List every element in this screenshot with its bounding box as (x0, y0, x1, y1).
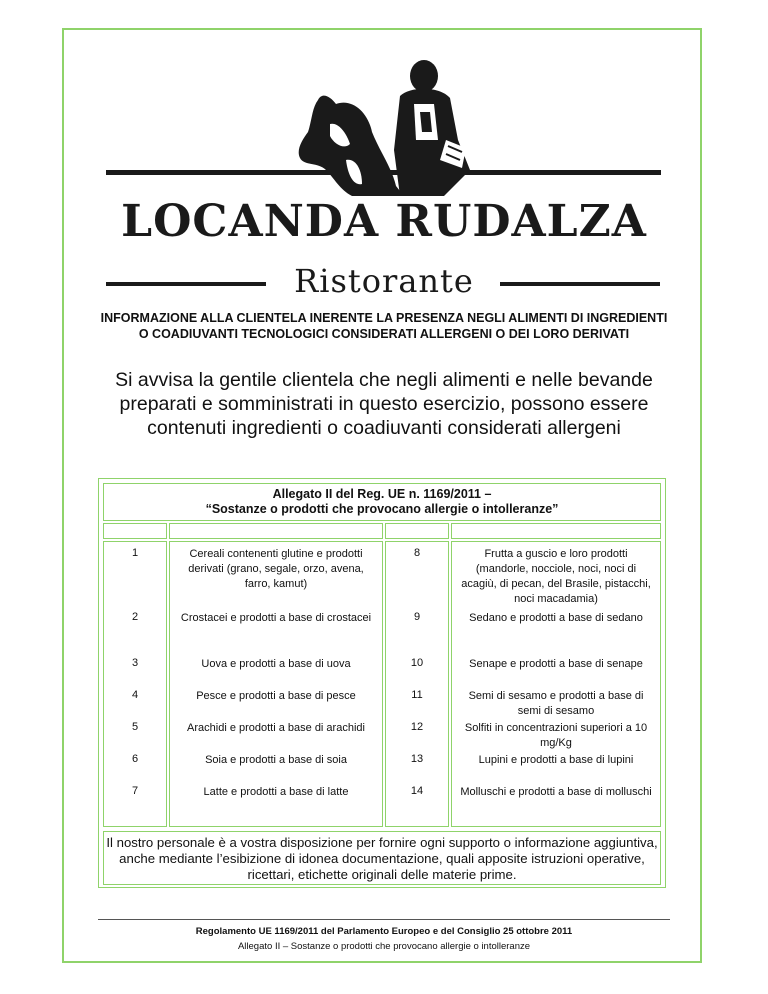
table-title-line1: Allegato II del Reg. UE n. 1169/2011 – (272, 487, 492, 501)
allergen-description: Solfiti in concentrazioni superiori a 10 mg/Kg (464, 722, 648, 749)
allergen-description: Senape e prodotti a base di senape (469, 658, 643, 670)
allergen-number: 4 (131, 689, 139, 701)
footer-divider (98, 919, 670, 920)
allergen-description: Uova e prodotti a base di uova (201, 658, 351, 670)
allergen-number: 2 (131, 611, 139, 623)
allergen-number: 1 (131, 547, 139, 559)
allergen-number: 6 (131, 753, 139, 765)
table-title (103, 483, 661, 521)
horse-rider-logo (0, 0, 768, 300)
allergen-notice: Si avvisa la gentile clientela che negli alimenti e nelle bevande preparati e somministrati in questo esercizio, possono essere contenuti ingredienti o coadiuvanti considerati allergeni (115, 369, 653, 439)
allergen-description: Semi di sesamo e prodotti a base di semi di sesamo (468, 690, 644, 717)
allergen-description: Arachidi e prodotti a base di arachidi (187, 722, 365, 734)
allergen-number: 3 (131, 657, 139, 669)
regulation-line1: Regolamento UE 1169/2011 del Parlamento Europeo e del Consiglio 25 ottobre 2011 (195, 926, 573, 937)
table-title-line2: “Sostanze o prodotti che provocano allergie o intolleranze” (205, 502, 559, 516)
allergen-description: Lupini e prodotti a base di lupini (478, 754, 634, 766)
allergen-table (98, 478, 666, 888)
allergen-description: Frutta a guscio e loro prodotti (mandorle, nocciole, noci, noci di acagiù, di pecan, del Brasile, pistacchi, noci macadamia) (461, 548, 651, 605)
allergen-number: 12 (410, 721, 424, 733)
allergen-number: 13 (410, 753, 424, 765)
allergen-description: Cereali contenenti glutine e prodotti derivati (grano, segale, orzo, avena, farro, kamut) (188, 548, 364, 590)
empty-header-cell (103, 523, 167, 539)
allergen-number: 8 (413, 547, 421, 559)
allergen-description: Molluschi e prodotti a base di molluschi (460, 786, 652, 798)
regulation-line2: Allegato II – Sostanze o prodotti che provocano allergie o intolleranze (237, 941, 531, 952)
empty-header-cell (385, 523, 449, 539)
empty-header-cell (451, 523, 661, 539)
allergen-number: 5 (131, 721, 139, 733)
empty-header-cell (169, 523, 383, 539)
allergen-description: Latte e prodotti a base di latte (203, 786, 349, 798)
info-heading: INFORMAZIONE ALLA CLIENTELA INERENTE LA PRESENZA NEGLI ALIMENTI DI INGREDIENTI O COADIUVANTI TECNOLOGICI CONSIDERATI ALLERGENI O DEI LORO DERIVATI (100, 311, 668, 341)
staff-notice: Il nostro personale è a vostra disposizione per fornire ogni supporto o informazione aggiuntiva, anche mediante l’esibizione di idonea documentazione, quali apposite istruzioni operative, ricettari, etichette originali delle materie prime. (103, 831, 661, 885)
brand-subtitle: Ristorante (294, 262, 474, 300)
allergen-description: Sedano e prodotti a base di sedano (469, 612, 643, 624)
allergen-number: 10 (410, 657, 424, 669)
allergen-description: Crostacei e prodotti a base di crostacei (180, 612, 372, 624)
allergen-number: 11 (411, 689, 423, 701)
allergen-number: 9 (413, 611, 421, 623)
allergen-description: Soia e prodotti a base di soia (205, 754, 347, 766)
brand-name: LOCANDA RUDALZA (121, 196, 647, 247)
allergen-description: Pesce e prodotti a base di pesce (196, 690, 356, 702)
allergen-number: 14 (410, 785, 424, 797)
allergen-number: 7 (131, 785, 139, 797)
